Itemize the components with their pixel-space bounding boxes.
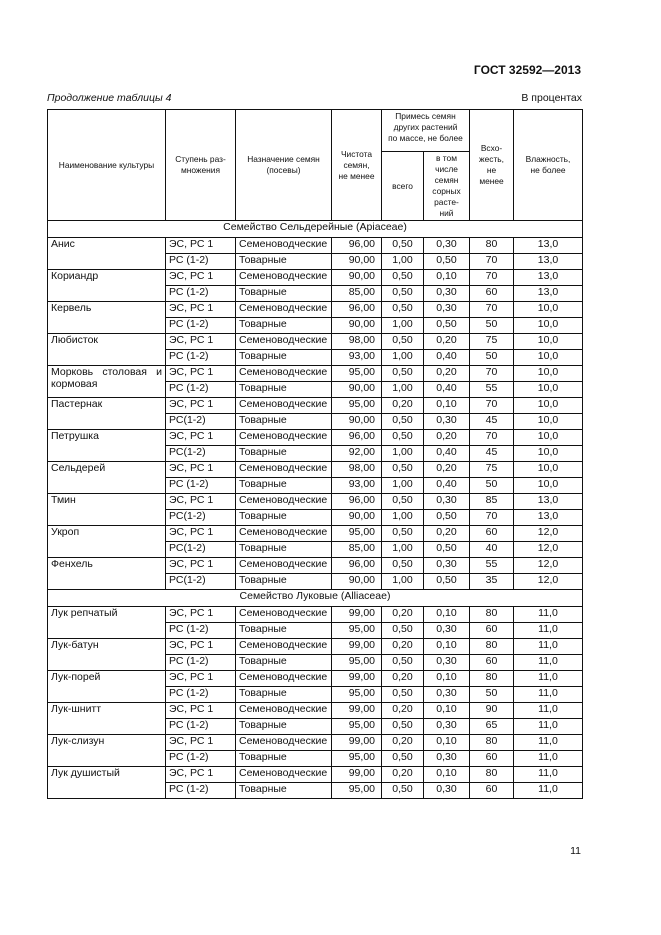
cell-stage: РС(1-2) — [166, 446, 236, 462]
cell-germination: 60 — [470, 526, 514, 542]
header-purity: Чистота семян, не менее — [332, 110, 382, 221]
cell-admixture-weed: 0,10 — [424, 270, 470, 286]
cell-stage: ЭС, РС 1 — [166, 767, 236, 783]
cell-admixture-total: 0,20 — [382, 398, 424, 414]
cell-germination: 55 — [470, 382, 514, 398]
cell-moisture: 13,0 — [514, 494, 583, 510]
table-row — [48, 526, 583, 542]
cell-purity: 95,00 — [332, 366, 382, 382]
cell-purpose: Семеноводческие — [236, 639, 332, 655]
table-row — [48, 334, 583, 350]
table-caption: Продолжение таблицы 4 — [47, 92, 172, 104]
cell-purpose: Товарные — [236, 286, 332, 302]
cell-admixture-weed: 0,30 — [424, 687, 470, 703]
crop-name: Сельдерей — [48, 462, 166, 494]
cell-purpose: Товарные — [236, 478, 332, 494]
crop-name: Кориандр — [48, 270, 166, 302]
cell-moisture: 11,0 — [514, 671, 583, 687]
cell-moisture: 13,0 — [514, 254, 583, 270]
cell-purpose: Семеноводческие — [236, 494, 332, 510]
cell-admixture-weed: 0,10 — [424, 767, 470, 783]
cell-germination: 75 — [470, 334, 514, 350]
cell-germination: 80 — [470, 767, 514, 783]
cell-admixture-weed: 0,30 — [424, 751, 470, 767]
cell-moisture: 13,0 — [514, 286, 583, 302]
cell-stage: ЭС, РС 1 — [166, 671, 236, 687]
cell-stage: РС(1-2) — [166, 542, 236, 558]
cell-admixture-weed: 0,40 — [424, 382, 470, 398]
cell-moisture: 10,0 — [514, 462, 583, 478]
cell-purpose: Товарные — [236, 719, 332, 735]
cell-germination: 40 — [470, 542, 514, 558]
cell-admixture-total: 1,00 — [382, 478, 424, 494]
cell-admixture-total: 0,50 — [382, 494, 424, 510]
cell-moisture: 11,0 — [514, 655, 583, 671]
cell-moisture: 12,0 — [514, 542, 583, 558]
cell-admixture-total: 0,50 — [382, 655, 424, 671]
cell-purity: 85,00 — [332, 286, 382, 302]
cell-stage: РС (1-2) — [166, 318, 236, 334]
cell-moisture: 10,0 — [514, 430, 583, 446]
cell-germination: 70 — [470, 430, 514, 446]
cell-admixture-total: 1,00 — [382, 350, 424, 366]
cell-admixture-total: 0,50 — [382, 430, 424, 446]
table-row — [48, 398, 583, 414]
cell-stage: ЭС, РС 1 — [166, 398, 236, 414]
cell-admixture-total: 0,50 — [382, 783, 424, 799]
cell-admixture-total: 0,50 — [382, 526, 424, 542]
page-number: 11 — [570, 845, 581, 857]
cell-germination: 60 — [470, 751, 514, 767]
crop-name: Пастернак — [48, 398, 166, 430]
cell-moisture: 11,0 — [514, 639, 583, 655]
cell-admixture-weed: 0,30 — [424, 558, 470, 574]
cell-admixture-weed: 0,40 — [424, 350, 470, 366]
cell-stage: ЭС, РС 1 — [166, 270, 236, 286]
cell-stage: ЭС, РС 1 — [166, 703, 236, 719]
crop-name: Укроп — [48, 526, 166, 558]
table-row — [48, 558, 583, 574]
cell-purity: 92,00 — [332, 446, 382, 462]
header-stage: Ступень раз- множения — [166, 110, 236, 221]
cell-purity: 90,00 — [332, 270, 382, 286]
cell-admixture-weed: 0,50 — [424, 510, 470, 526]
cell-purpose: Семеноводческие — [236, 334, 332, 350]
cell-moisture: 10,0 — [514, 334, 583, 350]
cell-germination: 70 — [470, 366, 514, 382]
cell-stage: РС (1-2) — [166, 623, 236, 639]
cell-moisture: 11,0 — [514, 687, 583, 703]
table-row — [48, 430, 583, 446]
cell-purity: 95,00 — [332, 687, 382, 703]
table-row — [48, 639, 583, 655]
cell-stage: РС (1-2) — [166, 478, 236, 494]
cell-stage: РС(1-2) — [166, 414, 236, 430]
cell-purity: 96,00 — [332, 558, 382, 574]
cell-stage: РС (1-2) — [166, 655, 236, 671]
cell-admixture-total: 0,50 — [382, 238, 424, 254]
cell-moisture: 13,0 — [514, 270, 583, 286]
cell-purity: 99,00 — [332, 607, 382, 623]
family-row — [48, 590, 583, 607]
cell-purity: 93,00 — [332, 478, 382, 494]
cell-admixture-weed: 0,10 — [424, 671, 470, 687]
cell-purpose: Семеноводческие — [236, 430, 332, 446]
cell-stage: ЭС, РС 1 — [166, 735, 236, 751]
cell-germination: 70 — [470, 398, 514, 414]
crop-name: Любисток — [48, 334, 166, 366]
cell-germination: 55 — [470, 558, 514, 574]
cell-germination: 50 — [470, 478, 514, 494]
cell-purity: 95,00 — [332, 719, 382, 735]
cell-moisture: 11,0 — [514, 623, 583, 639]
cell-purpose: Товарные — [236, 350, 332, 366]
crop-name: Лук-порей — [48, 671, 166, 703]
crop-name: Лук-шнитт — [48, 703, 166, 735]
cell-admixture-total: 1,00 — [382, 254, 424, 270]
cell-admixture-total: 0,50 — [382, 751, 424, 767]
cell-admixture-total: 0,50 — [382, 414, 424, 430]
cell-purpose: Семеноводческие — [236, 558, 332, 574]
table-row — [48, 671, 583, 687]
cell-admixture-total: 0,50 — [382, 719, 424, 735]
cell-admixture-weed: 0,20 — [424, 334, 470, 350]
cell-germination: 35 — [470, 574, 514, 590]
cell-purity: 95,00 — [332, 751, 382, 767]
cell-admixture-weed: 0,20 — [424, 430, 470, 446]
cell-admixture-weed: 0,20 — [424, 366, 470, 382]
cell-stage: РС (1-2) — [166, 719, 236, 735]
header-admixture-weed: в том числе семян сорных расте- ний — [424, 152, 470, 221]
cell-moisture: 11,0 — [514, 719, 583, 735]
cell-germination: 85 — [470, 494, 514, 510]
cell-admixture-weed: 0,50 — [424, 318, 470, 334]
cell-moisture: 10,0 — [514, 350, 583, 366]
cell-stage: РС (1-2) — [166, 783, 236, 799]
cell-moisture: 10,0 — [514, 446, 583, 462]
cell-moisture: 11,0 — [514, 735, 583, 751]
cell-purity: 99,00 — [332, 703, 382, 719]
cell-purity: 90,00 — [332, 574, 382, 590]
cell-admixture-total: 0,20 — [382, 607, 424, 623]
cell-purpose: Товарные — [236, 510, 332, 526]
cell-germination: 60 — [470, 623, 514, 639]
crop-name: Кервель — [48, 302, 166, 334]
cell-moisture: 13,0 — [514, 238, 583, 254]
cell-purity: 95,00 — [332, 623, 382, 639]
family-row — [48, 221, 583, 238]
cell-stage: ЭС, РС 1 — [166, 526, 236, 542]
cell-purpose: Семеноводческие — [236, 767, 332, 783]
cell-germination: 60 — [470, 655, 514, 671]
cell-admixture-weed: 0,30 — [424, 238, 470, 254]
cell-admixture-total: 1,00 — [382, 574, 424, 590]
cell-purpose: Товарные — [236, 687, 332, 703]
cell-purity: 98,00 — [332, 334, 382, 350]
cell-germination: 50 — [470, 687, 514, 703]
cell-stage: ЭС, РС 1 — [166, 462, 236, 478]
cell-stage: ЭС, РС 1 — [166, 334, 236, 350]
cell-stage: РС (1-2) — [166, 350, 236, 366]
cell-germination: 50 — [470, 318, 514, 334]
cell-admixture-weed: 0,10 — [424, 639, 470, 655]
cell-purity: 85,00 — [332, 542, 382, 558]
cell-admixture-weed: 0,40 — [424, 446, 470, 462]
cell-moisture: 10,0 — [514, 478, 583, 494]
cell-stage: РС (1-2) — [166, 286, 236, 302]
cell-stage: РС (1-2) — [166, 751, 236, 767]
cell-purpose: Семеноводческие — [236, 366, 332, 382]
cell-germination: 70 — [470, 270, 514, 286]
cell-germination: 70 — [470, 510, 514, 526]
cell-purpose: Семеноводческие — [236, 270, 332, 286]
cell-admixture-weed: 0,50 — [424, 542, 470, 558]
table-row — [48, 302, 583, 318]
cell-stage: ЭС, РС 1 — [166, 366, 236, 382]
cell-purpose: Товарные — [236, 318, 332, 334]
cell-admixture-weed: 0,40 — [424, 478, 470, 494]
cell-admixture-weed: 0,30 — [424, 286, 470, 302]
cell-germination: 75 — [470, 462, 514, 478]
cell-purity: 96,00 — [332, 494, 382, 510]
cell-germination: 80 — [470, 735, 514, 751]
table-body — [48, 221, 583, 799]
family-title: Семейство Сельдерейные (Apiaceae) — [48, 221, 583, 238]
cell-purpose: Товарные — [236, 655, 332, 671]
cell-germination: 80 — [470, 607, 514, 623]
cell-admixture-weed: 0,10 — [424, 607, 470, 623]
cell-purpose: Семеноводческие — [236, 302, 332, 318]
cell-germination: 70 — [470, 254, 514, 270]
cell-stage: ЭС, РС 1 — [166, 494, 236, 510]
cell-germination: 45 — [470, 414, 514, 430]
cell-purpose: Товарные — [236, 751, 332, 767]
cell-purpose: Товарные — [236, 414, 332, 430]
cell-admixture-weed: 0,10 — [424, 398, 470, 414]
cell-admixture-weed: 0,30 — [424, 783, 470, 799]
cell-moisture: 10,0 — [514, 398, 583, 414]
cell-admixture-weed: 0,10 — [424, 703, 470, 719]
header-culture: Наименование культуры — [48, 110, 166, 221]
header-admixture: Примесь семян других растений по массе, не более — [382, 110, 470, 152]
table-row — [48, 703, 583, 719]
cell-moisture: 11,0 — [514, 703, 583, 719]
seed-quality-table — [47, 109, 583, 799]
cell-stage: ЭС, РС 1 — [166, 302, 236, 318]
cell-stage: РС (1-2) — [166, 254, 236, 270]
cell-moisture: 10,0 — [514, 366, 583, 382]
cell-admixture-weed: 0,30 — [424, 414, 470, 430]
cell-moisture: 10,0 — [514, 382, 583, 398]
cell-purity: 96,00 — [332, 302, 382, 318]
crop-name: Лук-слизун — [48, 735, 166, 767]
cell-admixture-total: 0,50 — [382, 687, 424, 703]
cell-purity: 90,00 — [332, 382, 382, 398]
cell-admixture-weed: 0,30 — [424, 494, 470, 510]
cell-purpose: Семеноводческие — [236, 462, 332, 478]
cell-moisture: 12,0 — [514, 526, 583, 542]
crop-name: Морковь столовая и кормовая — [48, 366, 166, 398]
cell-admixture-weed: 0,30 — [424, 302, 470, 318]
cell-purpose: Семеноводческие — [236, 526, 332, 542]
cell-stage: РС (1-2) — [166, 382, 236, 398]
units-label: В процентах — [521, 92, 582, 104]
crop-name: Лук-батун — [48, 639, 166, 671]
cell-purpose: Семеноводческие — [236, 238, 332, 254]
cell-moisture: 12,0 — [514, 574, 583, 590]
cell-germination: 80 — [470, 671, 514, 687]
cell-germination: 90 — [470, 703, 514, 719]
cell-admixture-total: 0,50 — [382, 270, 424, 286]
cell-stage: ЭС, РС 1 — [166, 639, 236, 655]
cell-stage: РС(1-2) — [166, 510, 236, 526]
cell-admixture-weed: 0,20 — [424, 526, 470, 542]
cell-admixture-total: 0,20 — [382, 735, 424, 751]
table-row — [48, 607, 583, 623]
cell-stage: РС (1-2) — [166, 687, 236, 703]
cell-admixture-weed: 0,30 — [424, 719, 470, 735]
cell-germination: 60 — [470, 286, 514, 302]
cell-admixture-total: 0,50 — [382, 462, 424, 478]
cell-admixture-total: 0,20 — [382, 671, 424, 687]
cell-moisture: 10,0 — [514, 318, 583, 334]
cell-purpose: Товарные — [236, 783, 332, 799]
cell-germination: 80 — [470, 238, 514, 254]
cell-germination: 65 — [470, 719, 514, 735]
cell-admixture-weed: 0,50 — [424, 574, 470, 590]
header-purpose: Назначение семян (посевы) — [236, 110, 332, 221]
cell-admixture-total: 0,20 — [382, 639, 424, 655]
cell-admixture-total: 0,50 — [382, 302, 424, 318]
header-admixture-total: всего — [382, 152, 424, 221]
cell-purity: 99,00 — [332, 735, 382, 751]
crop-name: Петрушка — [48, 430, 166, 462]
cell-stage: ЭС, РС 1 — [166, 238, 236, 254]
cell-purpose: Семеноводческие — [236, 735, 332, 751]
header-moisture: Влажность, не более — [514, 110, 583, 221]
cell-admixture-weed: 0,30 — [424, 655, 470, 671]
cell-moisture: 10,0 — [514, 302, 583, 318]
cell-admixture-total: 0,50 — [382, 366, 424, 382]
cell-stage: ЭС, РС 1 — [166, 607, 236, 623]
table-row — [48, 238, 583, 254]
cell-purpose: Товарные — [236, 574, 332, 590]
cell-admixture-total: 1,00 — [382, 382, 424, 398]
cell-purity: 96,00 — [332, 238, 382, 254]
table-row — [48, 735, 583, 751]
table-row — [48, 366, 583, 382]
cell-purpose: Семеноводческие — [236, 398, 332, 414]
table-row — [48, 270, 583, 286]
cell-purity: 95,00 — [332, 526, 382, 542]
cell-admixture-total: 1,00 — [382, 446, 424, 462]
cell-purity: 98,00 — [332, 462, 382, 478]
table-row — [48, 494, 583, 510]
cell-purpose: Семеноводческие — [236, 703, 332, 719]
cell-moisture: 11,0 — [514, 783, 583, 799]
cell-purity: 96,00 — [332, 430, 382, 446]
cell-admixture-total: 0,50 — [382, 558, 424, 574]
cell-germination: 60 — [470, 783, 514, 799]
cell-purpose: Товарные — [236, 446, 332, 462]
cell-germination: 45 — [470, 446, 514, 462]
cell-admixture-total: 1,00 — [382, 318, 424, 334]
crop-name: Лук душистый — [48, 767, 166, 799]
cell-purpose: Товарные — [236, 542, 332, 558]
table-row — [48, 462, 583, 478]
cell-purity: 99,00 — [332, 639, 382, 655]
cell-purity: 90,00 — [332, 414, 382, 430]
cell-moisture: 10,0 — [514, 414, 583, 430]
cell-purpose: Товарные — [236, 254, 332, 270]
cell-germination: 70 — [470, 302, 514, 318]
cell-purity: 90,00 — [332, 318, 382, 334]
cell-moisture: 11,0 — [514, 767, 583, 783]
cell-admixture-weed: 0,50 — [424, 254, 470, 270]
header-germination: Всхо- жесть, не менее — [470, 110, 514, 221]
crop-name: Лук репчатый — [48, 607, 166, 639]
cell-admixture-total: 1,00 — [382, 542, 424, 558]
cell-purpose: Семеноводческие — [236, 607, 332, 623]
cell-stage: РС(1-2) — [166, 574, 236, 590]
cell-purpose: Семеноводческие — [236, 671, 332, 687]
cell-purity: 90,00 — [332, 254, 382, 270]
cell-purpose: Товарные — [236, 382, 332, 398]
cell-admixture-total: 0,20 — [382, 703, 424, 719]
cell-purpose: Товарные — [236, 623, 332, 639]
cell-admixture-weed: 0,20 — [424, 462, 470, 478]
cell-admixture-total: 0,20 — [382, 767, 424, 783]
cell-purity: 93,00 — [332, 350, 382, 366]
cell-admixture-total: 0,50 — [382, 623, 424, 639]
cell-germination: 50 — [470, 350, 514, 366]
cell-admixture-total: 1,00 — [382, 510, 424, 526]
family-title: Семейство Луковые (Alliaceae) — [48, 590, 583, 607]
cell-admixture-weed: 0,10 — [424, 735, 470, 751]
cell-purity: 95,00 — [332, 783, 382, 799]
cell-moisture: 12,0 — [514, 558, 583, 574]
cell-admixture-total: 0,50 — [382, 286, 424, 302]
cell-stage: ЭС, РС 1 — [166, 558, 236, 574]
cell-admixture-total: 0,50 — [382, 334, 424, 350]
cell-purity: 95,00 — [332, 398, 382, 414]
crop-name: Анис — [48, 238, 166, 270]
cell-moisture: 11,0 — [514, 751, 583, 767]
cell-purity: 99,00 — [332, 767, 382, 783]
cell-stage: ЭС, РС 1 — [166, 430, 236, 446]
cell-moisture: 13,0 — [514, 510, 583, 526]
cell-purity: 95,00 — [332, 655, 382, 671]
cell-purity: 99,00 — [332, 671, 382, 687]
crop-name: Фенхель — [48, 558, 166, 590]
document-code: ГОСТ 32592—2013 — [473, 63, 581, 77]
table-row — [48, 767, 583, 783]
cell-admixture-weed: 0,30 — [424, 623, 470, 639]
cell-moisture: 11,0 — [514, 607, 583, 623]
cell-germination: 80 — [470, 639, 514, 655]
crop-name: Тмин — [48, 494, 166, 526]
cell-purity: 90,00 — [332, 510, 382, 526]
